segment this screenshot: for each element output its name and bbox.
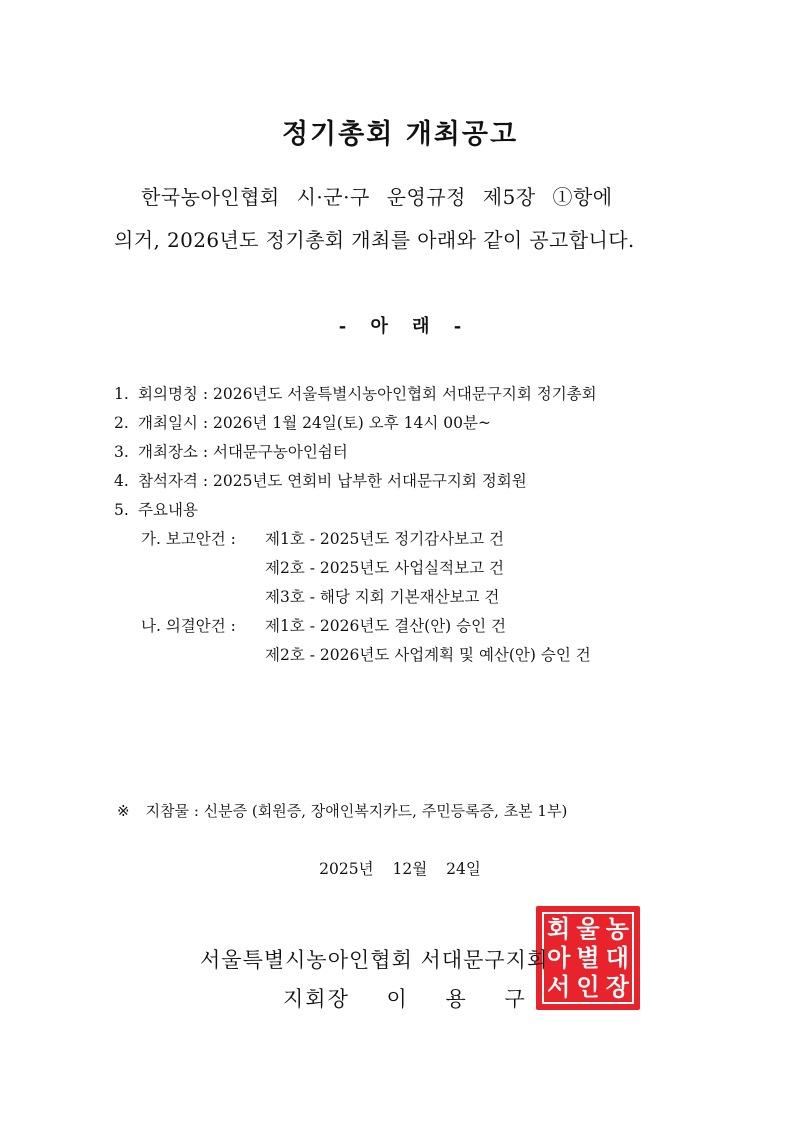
item-number: 4. <box>114 472 129 490</box>
report-agenda-label: 가. 보고안건 : <box>141 530 236 548</box>
report-agenda-entry: 제3호 - 해당 지회 기본재산보고 건 <box>265 588 500 606</box>
item-label: 개최일시 <box>138 414 198 432</box>
report-agenda-entry: 제2호 - 2025년도 사업실적보고 건 <box>265 559 504 577</box>
seal-char: 대 <box>605 943 629 972</box>
report-agenda-entry: 제1호 - 2025년도 정기감사보고 건 <box>265 530 504 548</box>
seal-char: 울 <box>576 914 600 943</box>
seal-char: 서 <box>547 973 571 1002</box>
item-label: 개최장소 <box>138 443 198 461</box>
resolution-agenda-entry: 제2호 - 2026년도 사업계획 및 예산(안) 승인 건 <box>265 646 591 664</box>
list-item-meeting-name: 1. 회의명칭 : 2026년도 서울특별시농아인협회 서대문구지회 정기총회 <box>114 382 597 404</box>
resolution-agenda-label: 나. 의결안건 : <box>141 617 236 635</box>
item-value: 2026년 1월 24일(토) 오후 14시 00분~ <box>212 414 491 432</box>
section-heading: - 아 래 - <box>338 316 462 337</box>
item-number: 1. <box>114 385 129 403</box>
seal-char: 별 <box>576 943 600 972</box>
item-value: 2025년도 연회비 납부한 서대문구지회 정회원 <box>212 472 527 490</box>
seal-border <box>542 912 634 1004</box>
item-label: 주요내용 <box>138 501 198 519</box>
item-number: 3. <box>114 443 129 461</box>
reference-mark-icon: ※ <box>117 802 130 820</box>
intro-line-2: 의거, 2026년도 정기총회 개최를 아래와 같이 공고합니다. <box>114 228 635 252</box>
list-item-meeting-place: 3. 개최장소 : 서대문구농아인쉼터 <box>114 440 348 462</box>
intro-line-1: 한국농아인협회 시·군·구 운영규정 제5장 ①항에 <box>141 185 613 209</box>
seal-char: 아 <box>547 943 571 972</box>
item-value: 2026년도 서울특별시농아인협회 서대문구지회 정기총회 <box>212 385 597 403</box>
seal-char: 회 <box>547 914 571 943</box>
branch-chief-name: 지회장 이 용 구 <box>283 987 527 1011</box>
note-text: 지참물 : 신분증 (회원증, 장애인복지카드, 주민등록증, 초본 1부) <box>145 802 568 820</box>
item-label: 참석자격 <box>138 472 198 490</box>
seal-char: 장 <box>605 973 629 1002</box>
resolution-agenda-entry: 제1호 - 2026년도 결산(안) 승인 건 <box>265 617 507 635</box>
official-seal-icon <box>536 906 640 1010</box>
item-label: 회의명칭 <box>138 385 198 403</box>
document-title: 정기총회 개최공고 <box>281 119 519 150</box>
seal-char: 농 <box>605 914 629 943</box>
list-item-meeting-datetime: 2. 개최일시 : 2026년 1월 24일(토) 오후 14시 00분~ <box>114 411 491 433</box>
seal-char: 인 <box>576 973 600 1002</box>
item-value: 서대문구농아인쉼터 <box>212 443 348 461</box>
item-number: 2. <box>114 414 129 432</box>
note <box>117 800 567 821</box>
list-item-main-content <box>114 498 198 520</box>
document-date: 2025년 12월 24일 <box>319 860 481 878</box>
list-item-eligibility: 4. 참석자격 : 2025년도 연회비 납부한 서대문구지회 정회원 <box>114 469 527 491</box>
organization-name: 서울특별시농아인협회 서대문구지회 <box>200 948 549 972</box>
item-number: 5. <box>114 501 129 519</box>
